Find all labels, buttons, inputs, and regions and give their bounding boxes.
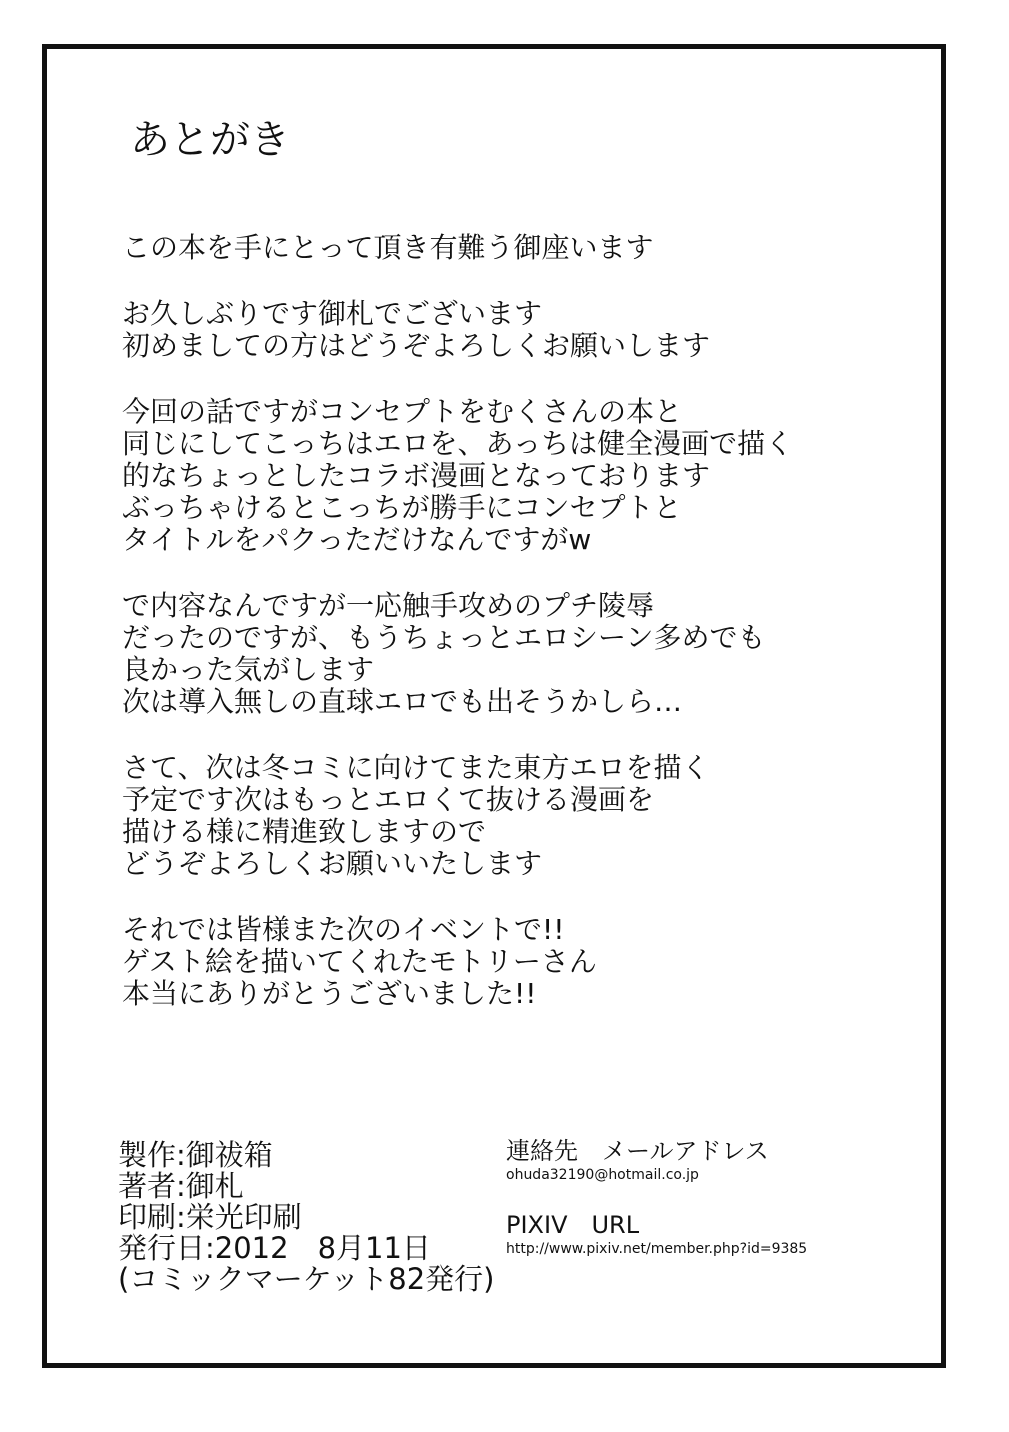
email-address: ohuda32190@hotmail.co.jp: [506, 1167, 699, 1183]
colophon-issue-date: 発行日:2012 8月11日: [118, 1231, 431, 1265]
text-line: 良かった気がします: [122, 653, 375, 686]
page-title: あとがき: [130, 117, 290, 163]
pixiv-url: http://www.pixiv.net/member.php?id=9385: [506, 1241, 808, 1257]
colophon-author: 著者:御札: [118, 1169, 244, 1203]
text-line: さて、次は冬コミに向けてまた東方エロを描く: [122, 751, 710, 784]
colophon-event: (コミックマーケット82発行): [118, 1262, 495, 1296]
text-line: それでは皆様また次のイベントで!!: [122, 913, 565, 946]
text-line: この本を手にとって頂き有難う御座います: [122, 231, 654, 264]
paragraph-concept: [122, 396, 882, 556]
text-line: 描ける様に精進致しますので: [122, 815, 487, 848]
email-label: 連絡先 メールアドレス: [506, 1137, 769, 1165]
text-line: ゲスト絵を描いてくれたモトリーさん: [122, 945, 597, 978]
text-line: 本当にありがとうございました!!: [122, 977, 537, 1010]
colophon-production: 製作:御祓箱: [118, 1138, 273, 1172]
paragraph-content: [122, 590, 882, 718]
afterword-body: [122, 232, 882, 1044]
paragraph-next: [122, 752, 882, 880]
paragraph-closing: [122, 914, 882, 1010]
text-line: 初めましての方はどうぞよろしくお願いします: [122, 329, 711, 362]
paragraph-greeting: [122, 298, 882, 362]
colophon: [118, 1140, 495, 1295]
text-line: 予定です次はもっとエロくて抜ける漫画を: [122, 783, 655, 816]
text-line: 今回の話ですがコンセプトをむくさんの本と: [122, 395, 683, 428]
text-line: で内容なんですが一応触手攻めのプチ陵辱: [122, 589, 655, 622]
text-line: 同じにしてこっちはエロを、あっちは健全漫画で描く: [122, 427, 794, 460]
contact-info: [506, 1136, 807, 1258]
text-line: タイトルをパクっただけなんですがw: [122, 523, 592, 556]
colophon-printing: 印刷:栄光印刷: [118, 1200, 302, 1234]
text-line: どうぞよろしくお願いいたします: [122, 847, 543, 880]
text-line: だったのですが、もうちょっとエロシーン多めでも: [122, 621, 766, 654]
text-line: ぶっちゃけるとこっちが勝手にコンセプトと: [122, 491, 682, 524]
text-line: 的なちょっとしたコラボ漫画となっております: [122, 459, 711, 492]
text-line: 次は導入無しの直球エロでも出そうかしら…: [122, 685, 683, 718]
text-line: お久しぶりです御札でございます: [122, 297, 543, 330]
paragraph-thanks: [122, 232, 882, 264]
pixiv-label: PIXIV URL: [506, 1211, 640, 1239]
